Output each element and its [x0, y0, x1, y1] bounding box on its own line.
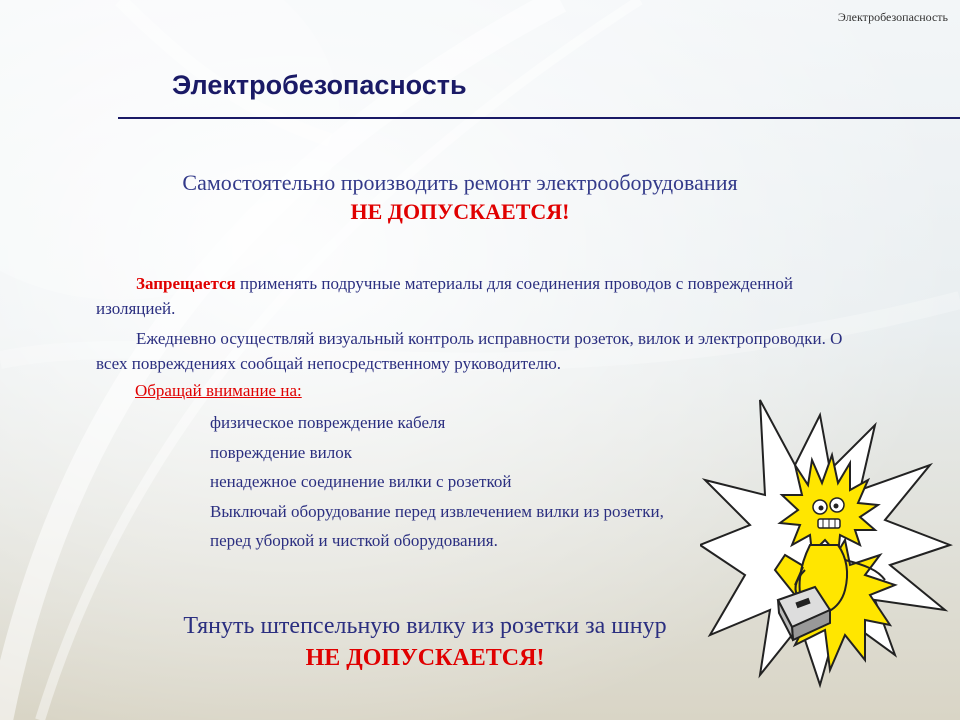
bottom-warning: НЕ ДОПУСКАЕТСЯ!	[305, 645, 545, 671]
bottom-text: Тянуть штепсельную вилку из розетки за шнур	[183, 613, 667, 639]
subtitle-text: Самостоятельно производить ремонт электрооборудования	[182, 170, 738, 195]
header-label: Электробезопасность	[837, 10, 948, 24]
attention-label: Обращай внимание на:	[135, 381, 302, 400]
title-divider	[118, 117, 960, 119]
subtitle-warning: НЕ ДОПУСКАЕТСЯ!	[350, 199, 570, 224]
list-item: перед уборкой и чисткой оборудования.	[210, 531, 498, 550]
page-title: Электробезопасность	[172, 70, 467, 100]
list-item: Выключай оборудование перед извлечением вилки из розетки,	[210, 501, 664, 521]
bottom-block	[100, 610, 750, 674]
list-item: физическое повреждение кабеля	[210, 413, 446, 432]
list-item: ненадежное соединение вилки с розеткой	[210, 472, 512, 491]
attention-list	[210, 408, 664, 556]
list-item: повреждение вилок	[210, 442, 352, 462]
prohibition-lead: Запрещается	[136, 274, 236, 293]
paragraph-prohibition	[96, 271, 856, 321]
prohibition-text: применять подручные материалы для соединения проводов с поврежденной изоляцией.	[96, 274, 793, 318]
paragraph-inspection: Ежедневно осуществляй визуальный контроль исправности розеток, вилок и электропроводки. О всех повреждениях сообщай непосредственному руководителю.	[96, 329, 843, 373]
subtitle-block	[120, 168, 800, 226]
